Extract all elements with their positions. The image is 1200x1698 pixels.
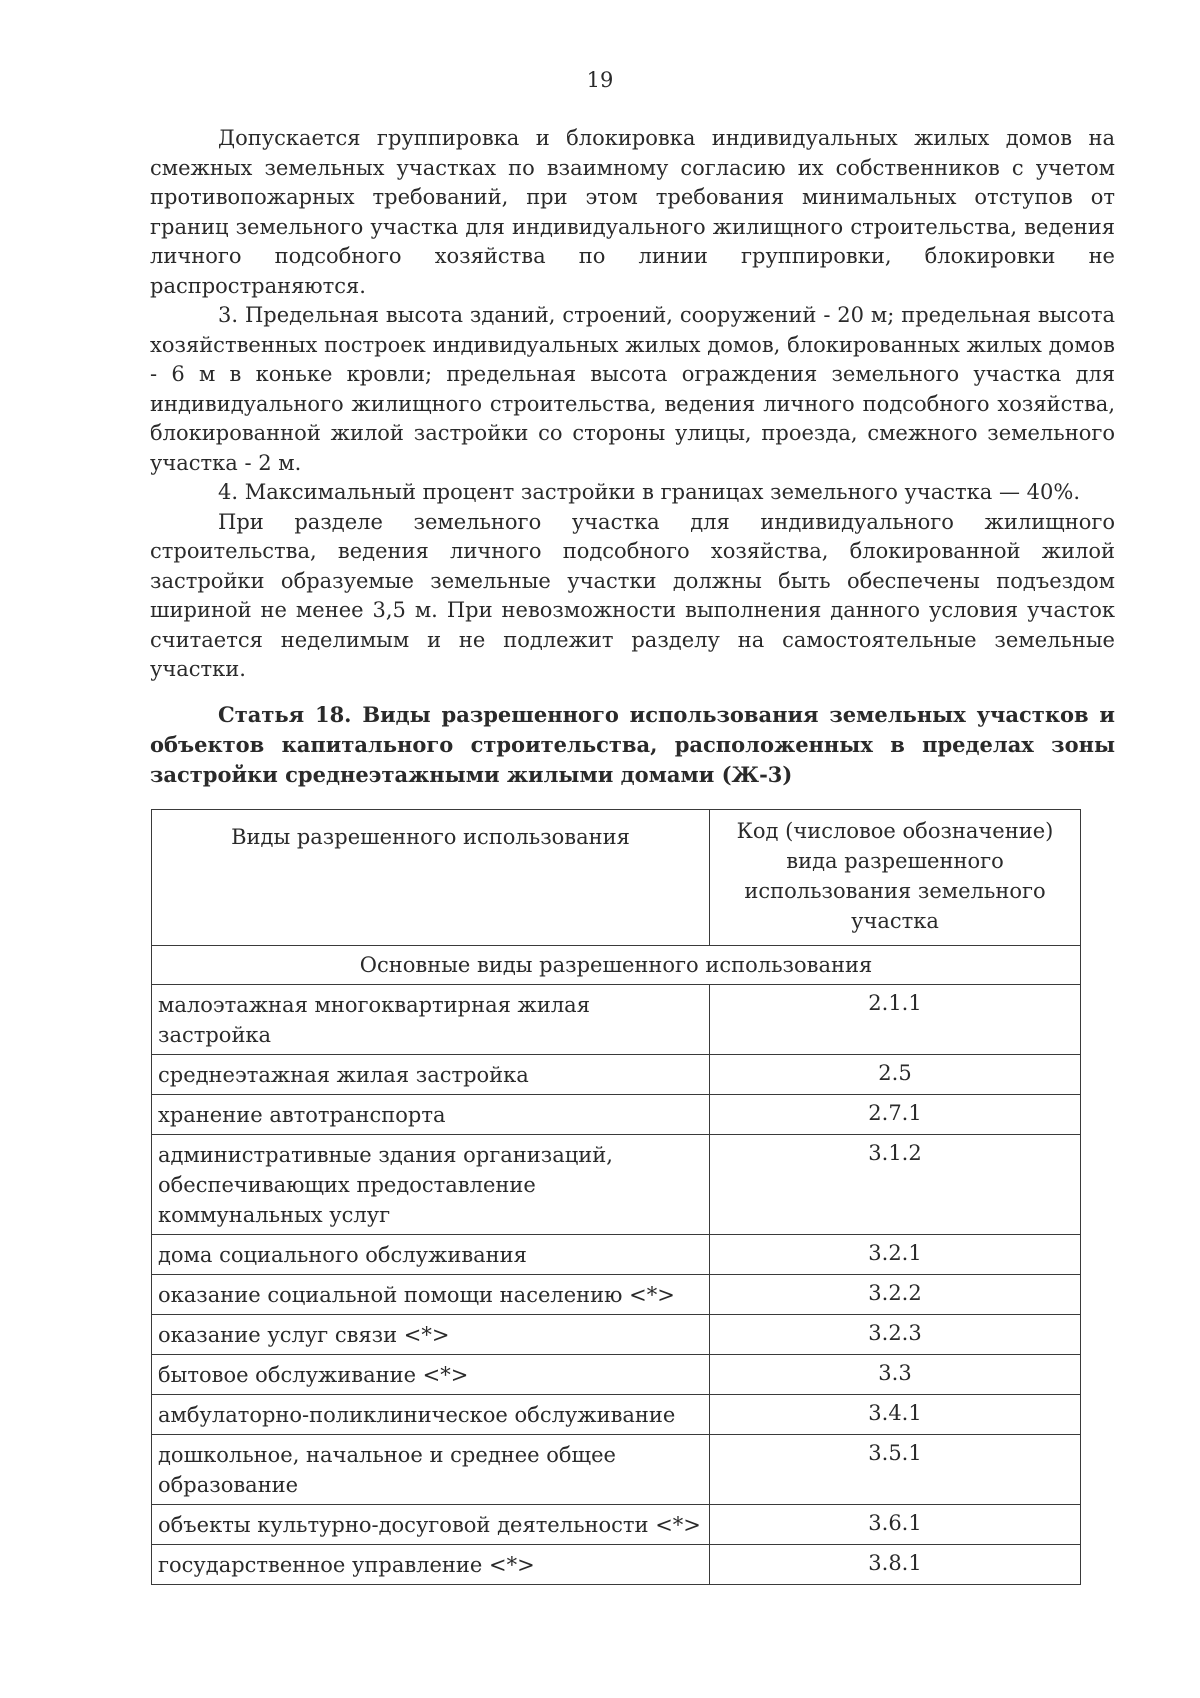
usage-code-cell: 3.2.2 (710, 1275, 1081, 1315)
usage-code-cell: 3.1.2 (710, 1135, 1081, 1235)
table-header-row (152, 810, 1081, 946)
usage-code-cell: 3.3 (710, 1355, 1081, 1395)
paragraph: При разделе земельного участка для индивидуального жилищного строительства, ведения личного подсобного хозяйства, блокированной жилой застройки образуемые земельные участки должны быть обеспечены подъездом шириной не менее 3,5 м. При невозможности выполнения данного условия участок считается неделимым и не подлежит разделу на самостоятельные земельные участки. (150, 509, 1115, 681)
column-header-usage-type: Виды разрешенного использования (152, 810, 710, 946)
usage-types-table (151, 809, 1081, 1585)
usage-type-cell: амбулаторно-поликлиническое обслуживание (152, 1395, 710, 1435)
table-row (152, 1235, 1081, 1275)
article-heading: Статья 18. Виды разрешенного использования земельных участков и объектов капитального строительства, расположенных в пределах зоны застройки среднеэтажными жилыми домами (Ж-3) (150, 702, 1115, 787)
usage-code-cell: 3.2.1 (710, 1235, 1081, 1275)
table-row (152, 1135, 1081, 1235)
paragraph: 3. Предельная высота зданий, строений, сооружений - 20 м; предельная высота хозяйственных построек индивидуальных жилых домов, блокированных жилых домов - 6 м в коньке кровли; предельная высота ограждения земельного участка для индивидуального жилищного строительства, ведения личного подсобного хозяйства, блокированной жилой застройки со стороны улицы, проезда, смежного земельного участка - 2 м. (150, 303, 1115, 475)
usage-type-cell: хранение автотранспорта (152, 1095, 710, 1135)
body-text (150, 124, 1115, 685)
table-row (152, 1355, 1081, 1395)
usage-type-cell: дошкольное, начальное и среднее общее образование (152, 1435, 710, 1505)
table-row (152, 1055, 1081, 1095)
usage-code-cell: 3.5.1 (710, 1435, 1081, 1505)
paragraph: 4. Максимальный процент застройки в границах земельного участка — 40%. (218, 480, 1081, 504)
table-row (152, 1095, 1081, 1135)
usage-code-cell: 3.8.1 (710, 1545, 1081, 1585)
page-number: 19 (586, 68, 614, 92)
usage-code-cell: 2.7.1 (710, 1095, 1081, 1135)
usage-code-cell: 3.4.1 (710, 1395, 1081, 1435)
table-row (152, 1315, 1081, 1355)
section-title: Основные виды разрешенного использования (152, 946, 1081, 985)
usage-type-cell: государственное управление <*> (152, 1545, 710, 1585)
table-row (152, 1395, 1081, 1435)
usage-type-cell: оказание услуг связи <*> (152, 1315, 710, 1355)
table-row (152, 1435, 1081, 1505)
usage-type-cell: среднеэтажная жилая застройка (152, 1055, 710, 1095)
usage-type-cell: административные здания организаций, обеспечивающих предоставление коммунальных услуг (152, 1135, 710, 1235)
usage-code-cell: 3.2.3 (710, 1315, 1081, 1355)
paragraph: Допускается группировка и блокировка индивидуальных жилых домов на смежных земельных участках по взаимному согласию их собственников с учетом противопожарных требований, при этом требования минимальных отступов от границ земельного участка для индивидуального жилищного строительства, ведения личного подсобного хозяйства по линии группировки, блокировки не распространяются. (150, 126, 1115, 298)
table-row (152, 1505, 1081, 1545)
usage-code-cell: 3.6.1 (710, 1505, 1081, 1545)
table-row (152, 985, 1081, 1055)
usage-type-cell: дома социального обслуживания (152, 1235, 710, 1275)
usage-type-cell: бытовое обслуживание <*> (152, 1355, 710, 1395)
usage-type-cell: оказание социальной помощи населению <*> (152, 1275, 710, 1315)
usage-code-cell: 2.5 (710, 1055, 1081, 1095)
table-row (152, 1545, 1081, 1585)
usage-type-cell: малоэтажная многоквартирная жилая застройка (152, 985, 710, 1055)
usage-type-cell: объекты культурно-досуговой деятельности <*> (152, 1505, 710, 1545)
table-section-row (152, 946, 1081, 985)
usage-code-cell: 2.1.1 (710, 985, 1081, 1055)
table-row (152, 1275, 1081, 1315)
column-header-code: Код (числовое обозначение) вида разрешенного использования земельного участка (710, 810, 1081, 946)
